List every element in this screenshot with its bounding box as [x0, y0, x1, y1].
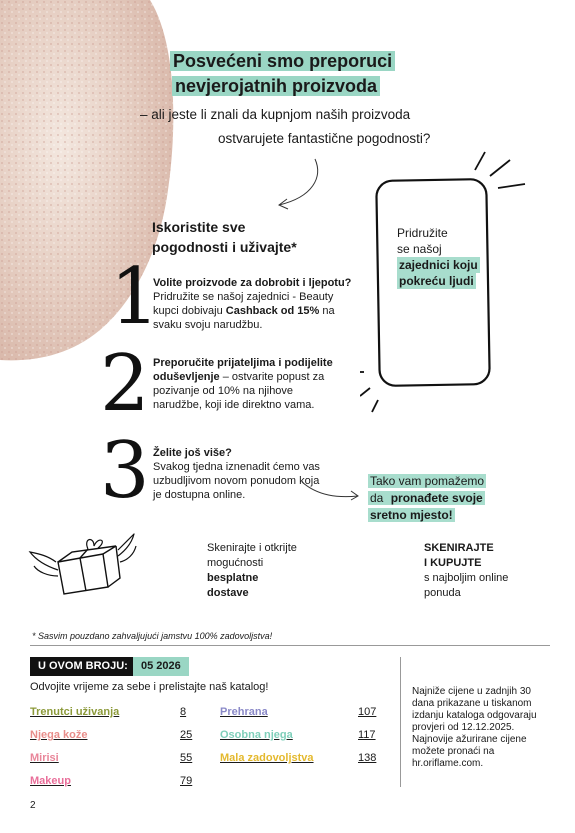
issue-label: U OVOM BROJU: — [30, 657, 136, 676]
toc-page-79[interactable]: 79 — [180, 775, 193, 787]
scan-and-shop-text: SKENIRAJTE I KUPUJTE s najboljim online ponuda — [424, 542, 509, 599]
page-number: 2 — [30, 800, 36, 811]
step-number-3: 3 — [100, 426, 150, 516]
headline-line-2: nevjerojatnih proizvoda — [172, 75, 380, 97]
toc-item-mala-zadovoljstva[interactable]: Mala zadovoljstva — [220, 752, 314, 764]
subheadline-line-1: – ali jeste li znali da kupnjom naših proizvoda — [140, 107, 411, 122]
toc-page-55[interactable]: 55 — [180, 752, 193, 764]
toc-page-107[interactable]: 107 — [358, 706, 377, 718]
price-note: Najniže cijene u zadnjih 30 dana prikazane u tiskanom izdanju kataloga odgovaraju provjeri od 12.12.2025. Najnovije ažurirane cijene možete pronaći na hr.oriflame.com. — [412, 686, 537, 769]
catalog-intro: Odvojite vrijeme za sebe i prelistajte naš katalog! — [30, 681, 269, 693]
toc-item-osobna-njega[interactable]: Osobna njega — [220, 729, 293, 741]
toc-item-mirisi[interactable]: Mirisi — [30, 752, 59, 764]
arrow-right-icon — [300, 478, 362, 504]
step-1-text: Volite proizvode za dobrobit i ljepotu? Pridružite se našoj zajednici - Beauty kupci dobivaju Cashback od 15% na svaku svoju narudžbu. — [153, 277, 352, 331]
footnote: * Sasvim pouzdano zahvaljujući jamstvu 100% zadovoljstva! — [32, 631, 273, 641]
toc-item-makeup[interactable]: Makeup — [30, 775, 71, 787]
step-number-1: 1 — [110, 252, 160, 342]
toc-item-trenutci-uzivanja[interactable]: Trenutci uživanja — [30, 706, 120, 718]
free-delivery-text: Skenirajte i otkrijte mogućnosti besplatne dostave — [207, 542, 297, 599]
toc-page-117[interactable]: 117 — [358, 729, 376, 741]
divider — [30, 645, 550, 646]
step-2-text: Preporučite prijateljima i podijelite oduševljenje – ostvarite popust za pozivanje od 10% na njihove narudžbe, koji ide direktno vama. — [153, 357, 333, 411]
issue-code: 05 2026 — [133, 657, 189, 676]
toc-page-25[interactable]: 25 — [180, 729, 193, 741]
steps-title: Iskoristite sve pogodnosti i uživajte* — [152, 219, 297, 255]
flying-gift-icon — [28, 532, 138, 602]
step-3-text: Želite još više? Svakog tjedna iznenadit ćemo vas uzbudljivom novom ponudom koja je dostupna online. — [153, 447, 320, 501]
headline-line-1: Posvećeni smo preporuci — [170, 50, 395, 72]
vertical-divider — [400, 657, 401, 787]
happy-place-message: Tako vam pomažemo da pronađete svoje sretno mjesto! — [370, 474, 485, 522]
subheadline-line-2: ostvarujete fantastične pogodnosti? — [218, 131, 431, 146]
toc-item-njega-koze[interactable]: Njega kože — [30, 729, 88, 741]
curved-arrow-icon — [275, 155, 325, 215]
phone-message: Pridružite se našoj zajednici koju pokreću ljudi — [397, 226, 478, 288]
toc-page-138[interactable]: 138 — [358, 752, 377, 764]
toc-item-prehrana[interactable]: Prehrana — [220, 706, 268, 718]
toc-page-8[interactable]: 8 — [180, 706, 187, 718]
step-number-2: 2 — [100, 339, 150, 429]
